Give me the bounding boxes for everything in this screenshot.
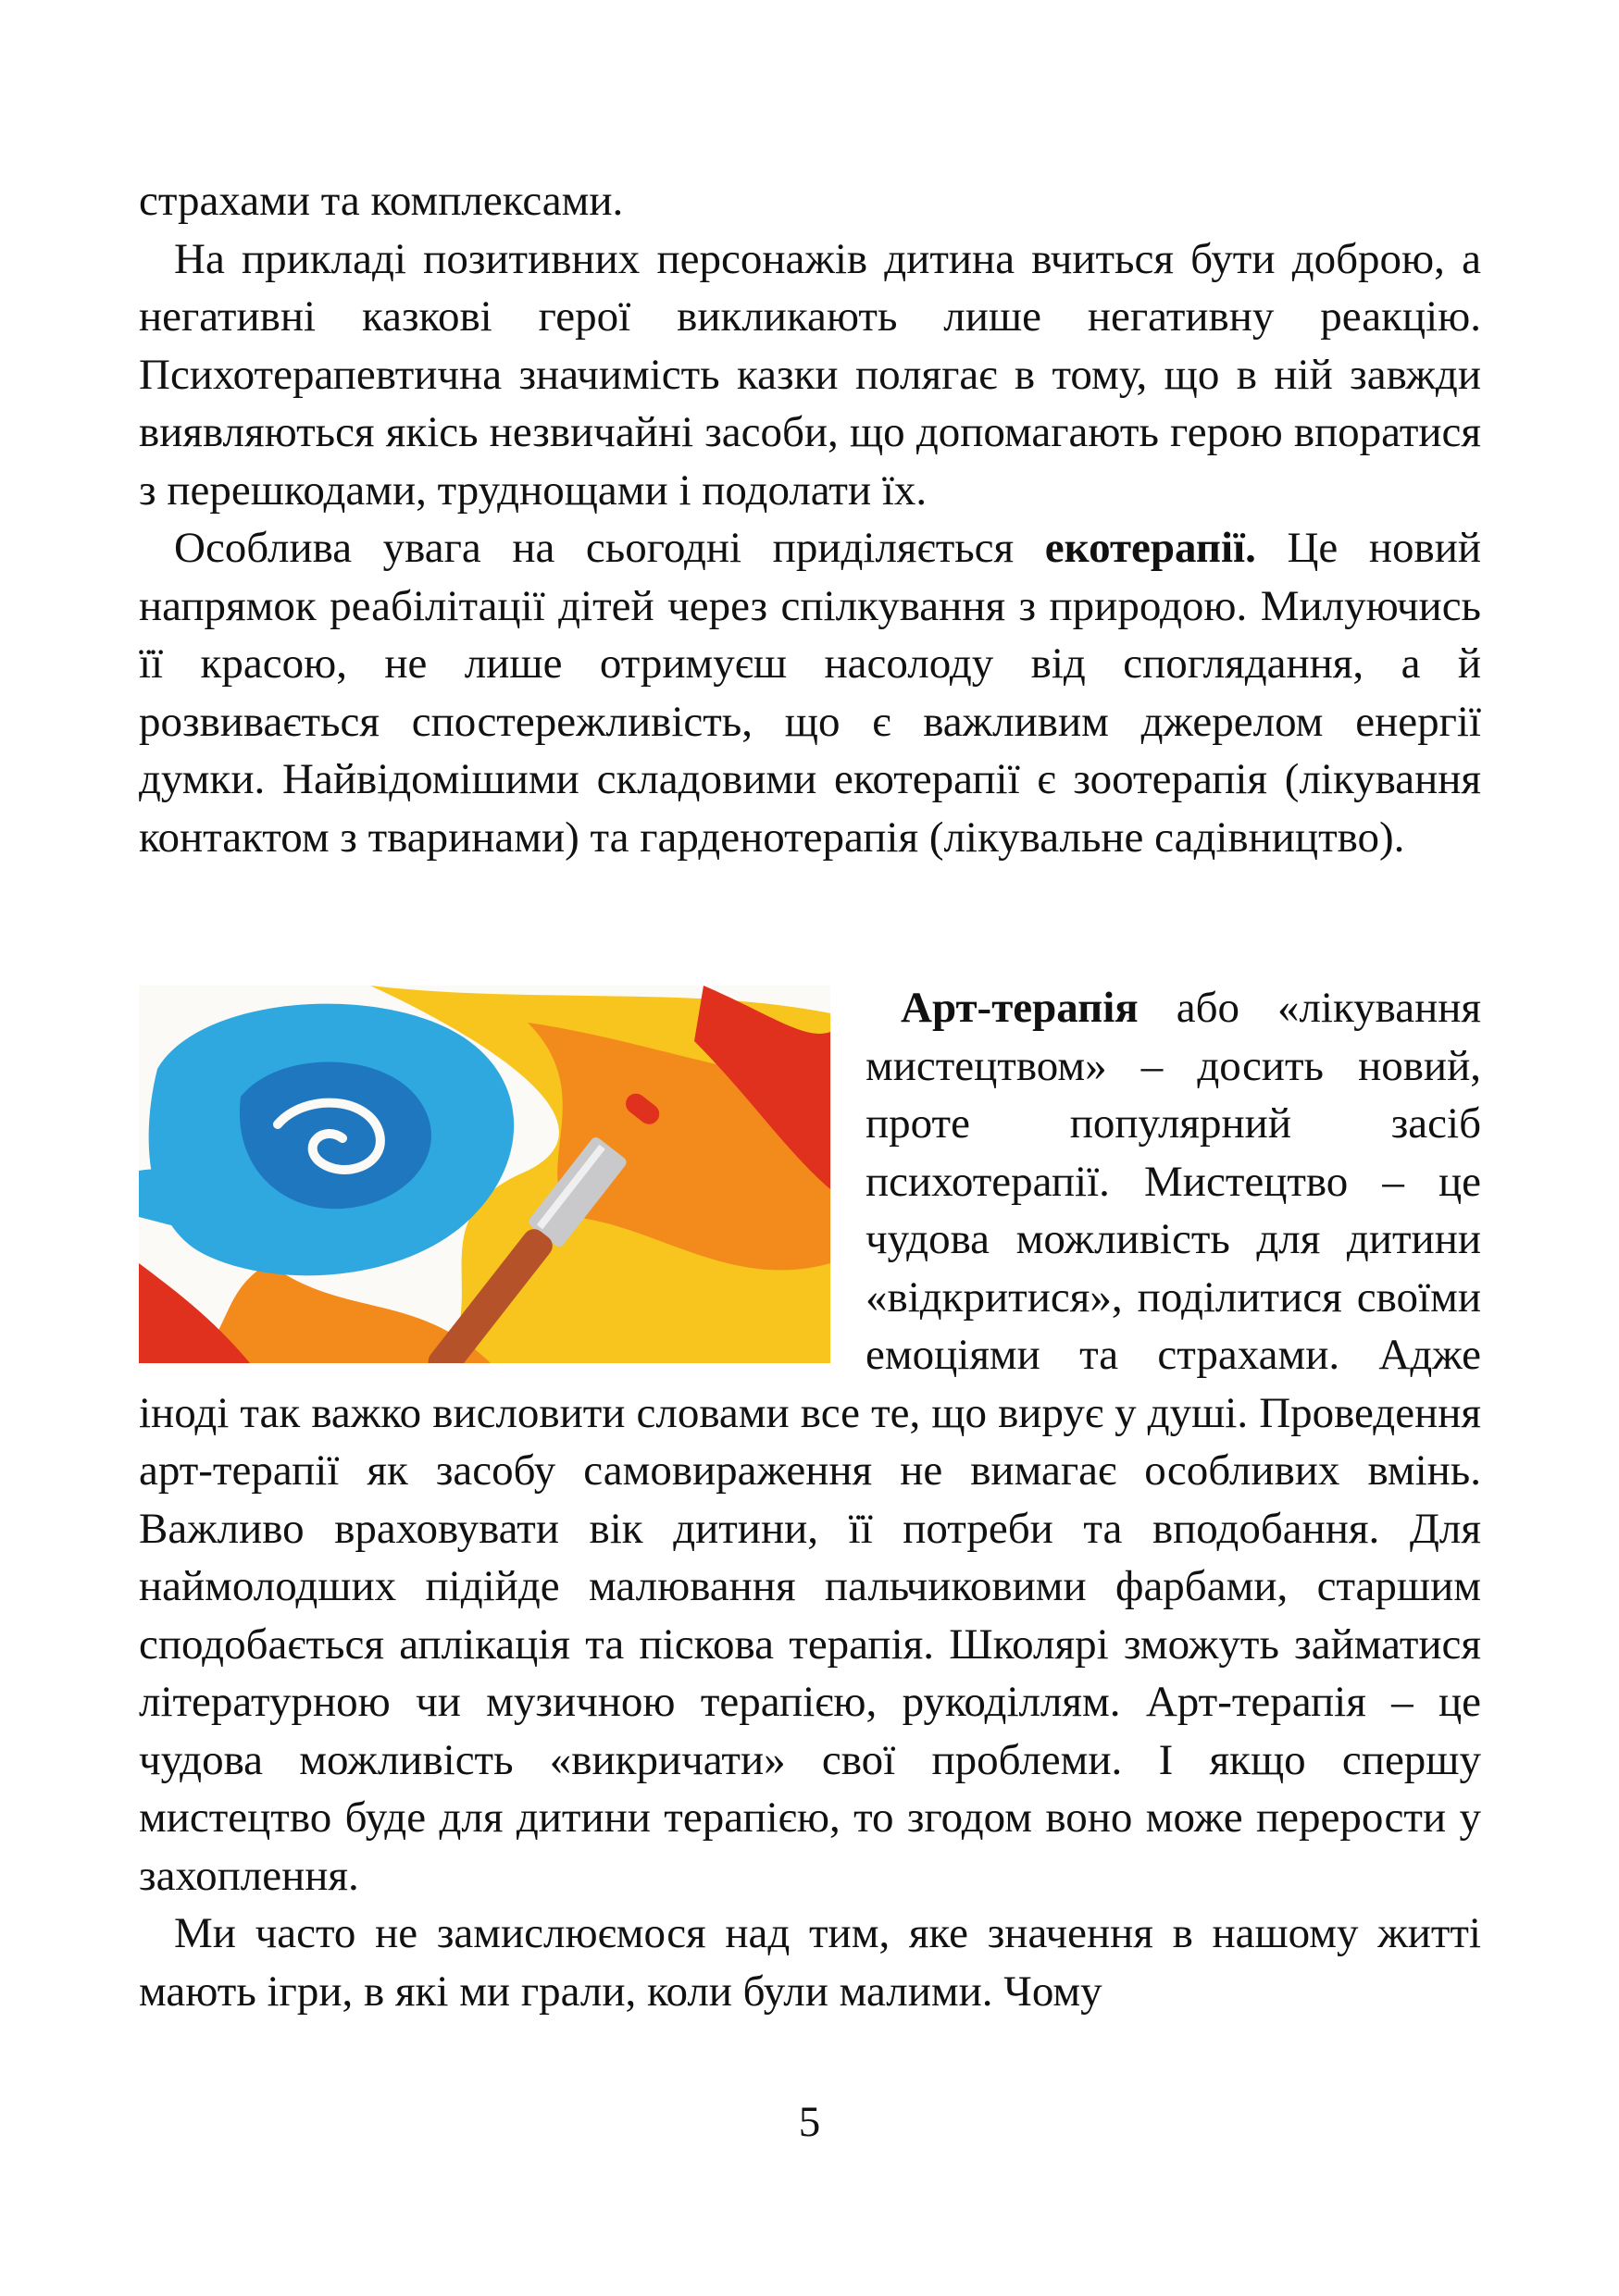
text-block-top [139,172,1481,866]
art-therapy-term: Арт-терапія [901,984,1139,1032]
page-number: 5 [798,2098,821,2146]
paint-brush-illustration [139,986,830,1363]
text-block-art-therapy [139,979,1481,2020]
ecotherapy-term: екотерапії. [1044,524,1256,572]
art-therapy-text: або «лікування мистецтвом» – досить новий, проте популярний засіб психотерапії. Мистецтво – це чудова можливість для дитини «відкритися», поділитися своїми емоціями та страхами. Адже іноді так важко висловити словами все те, що вирує у душі. Проведення арт-терапії як засобу самовираження не вимагає особливих вмінь. Важливо враховувати вік дитини, її потреби та вподобання. Для наймолодших підійде малювання пальчиковими фарбами, старшим сподобається аплікація та піскова терапія. Школярі зможуть займатися літературною чи музичною терапією, рукоділлям. Арт-терапія – це чудова можливість «викричати» свої проблеми. І якщо спершу мистецтво буде для дитини терапією, то згодом воно може перерости у захоплення. [139,984,1481,1900]
ecotherapy-text-before: Особлива увага на сьогодні приділяється [174,524,1045,572]
paragraph-continuation: страхами та комплексами. [139,177,624,225]
paragraph-games: Ми часто не замислюємося над тим, яке значення в нашому житті мають ігри, в які ми грали, коли були малими. Чому [139,1909,1481,2016]
paint-brush-image [139,986,830,1363]
ecotherapy-text-after: Це новий напрямок реабілітації дітей через спілкування з природою. Милуючись її красою, не лише отримуєш насолоду від споглядання, а й розвивається спостережливість, що є важливим джерелом енергії думки. Найвідомішими складовими екотерапії є зоотерапія (лікування контактом з тваринами) та гарденотерапія (лікувальне садівництво). [139,524,1481,862]
paragraph-ecotherapy [139,519,1481,866]
paragraph-fairy-tale: На прикладі позитивних персонажів дитина вчиться бути доброю, а негативні казкові герої викликають лише негативну реакцію. Психотерапевтична значимість казки полягає в тому, що в ній завжди виявляються якісь незвичайні засоби, що допомагають герою впоратися з перешкодами, труднощами і подолати їх. [139,234,1481,515]
